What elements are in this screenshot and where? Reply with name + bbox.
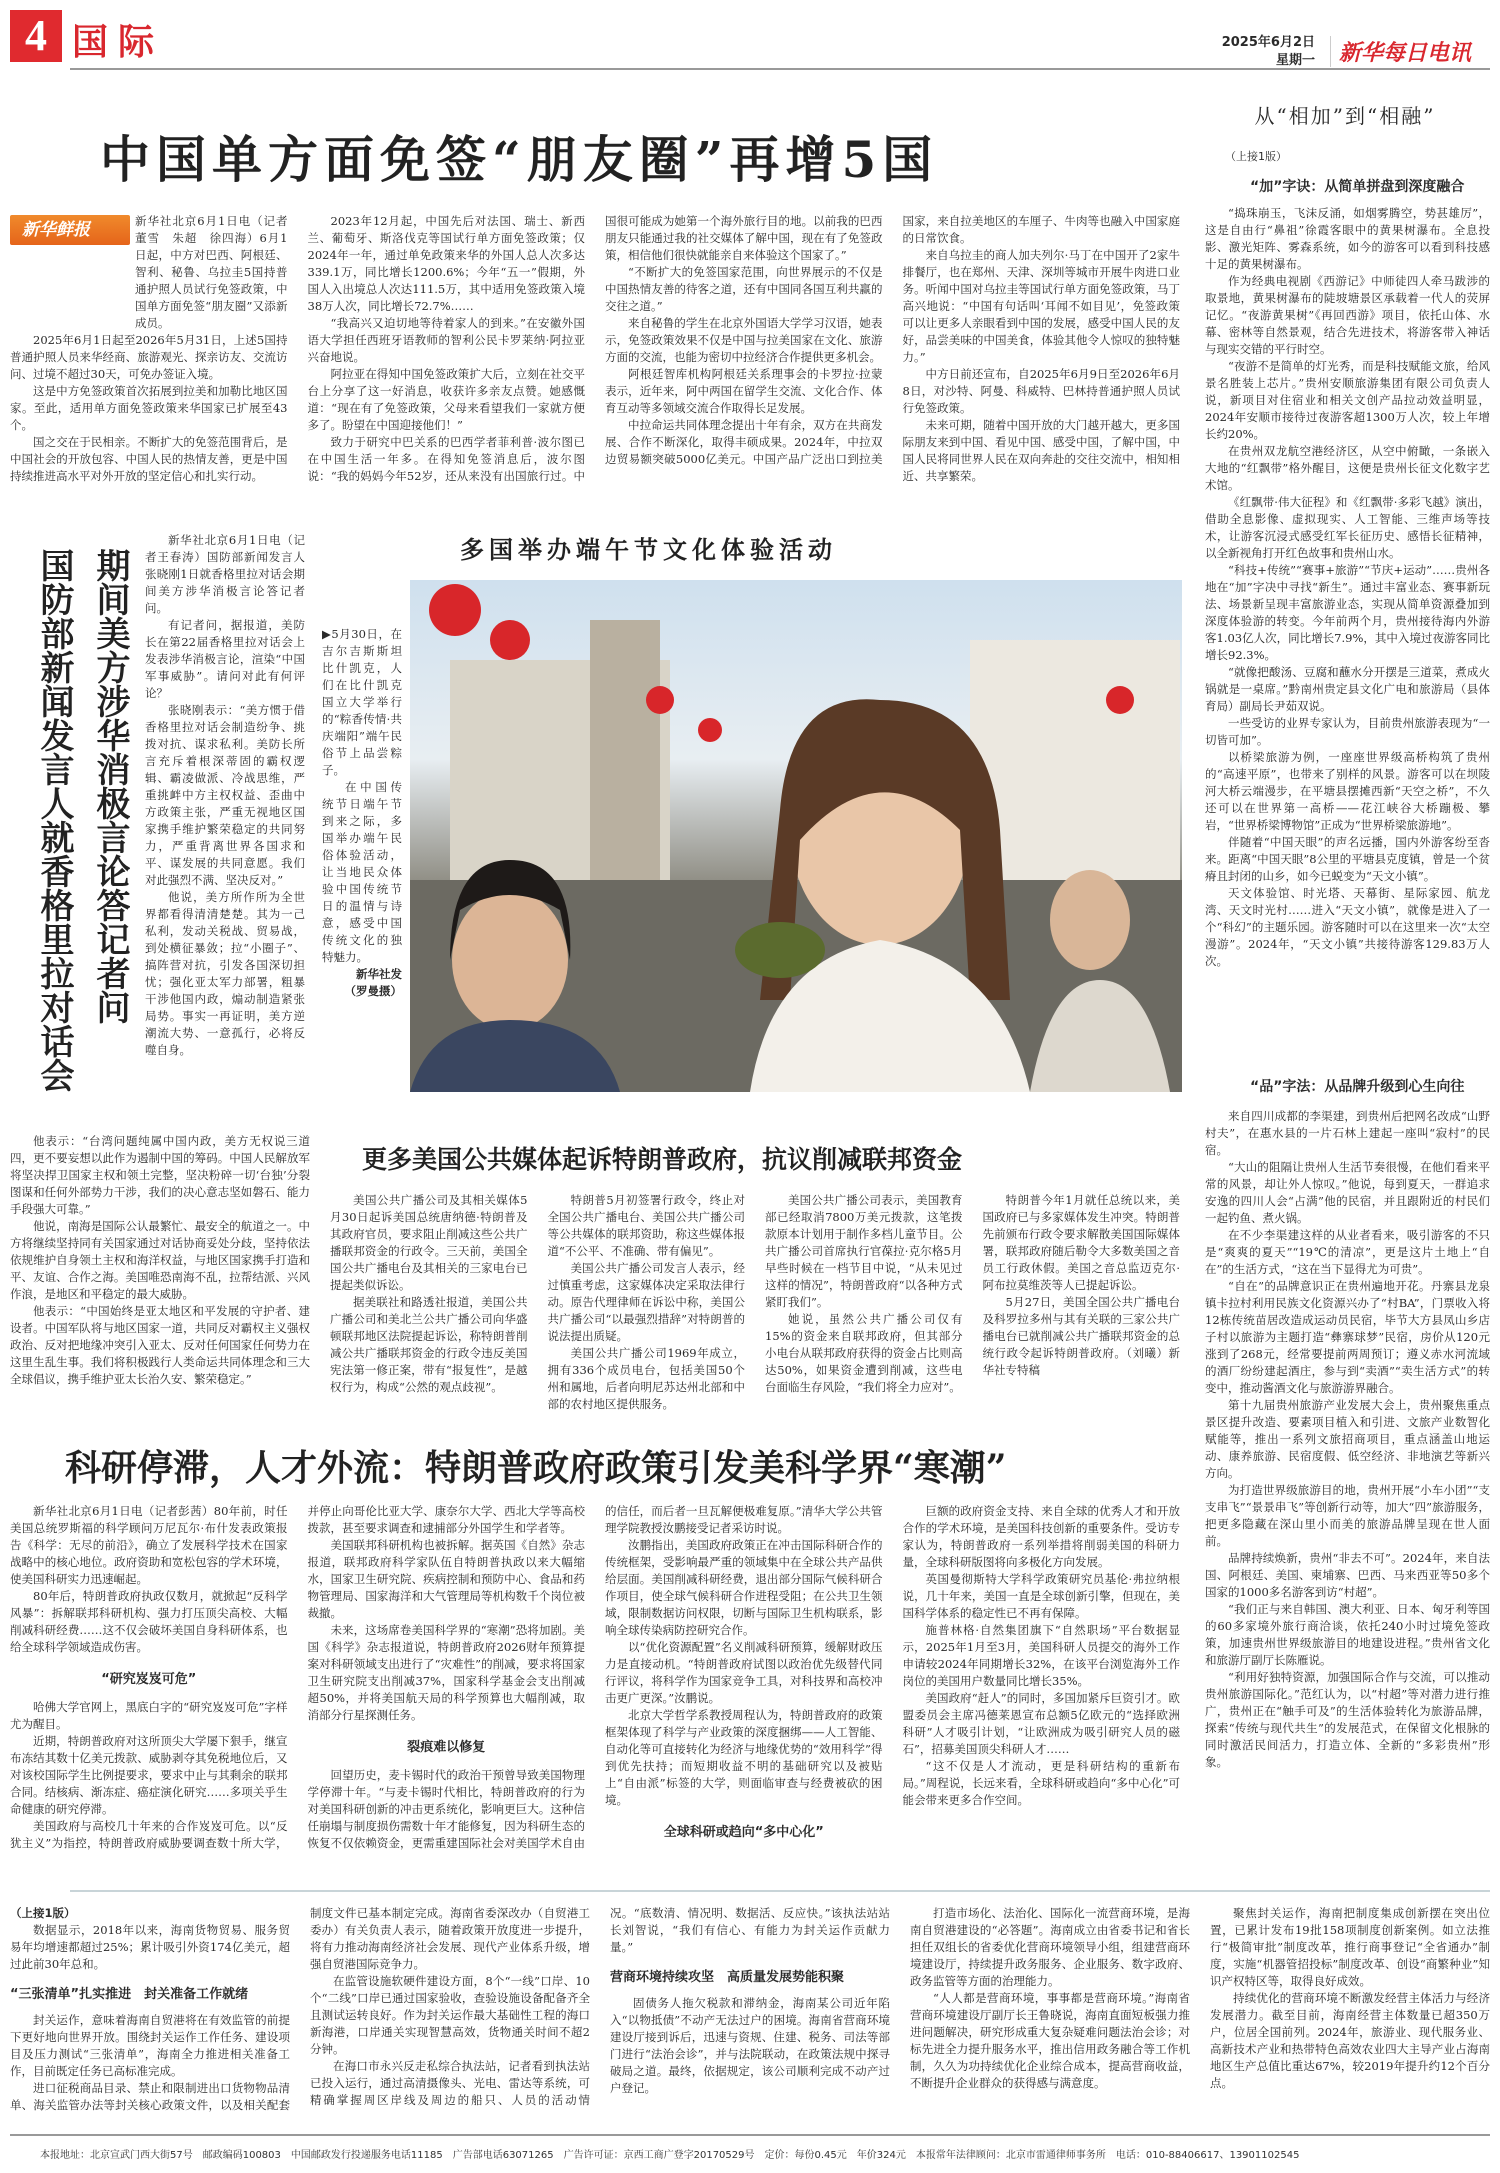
paragraph: 在海口市永兴反走私综合执法站，记者看到执法站已投入运行，通过高清摄像头、光电、雷达等系统，可精确掌握周区岸线及周边的船只、人员的活动情况。“底数清、情况明、数据活、反应快。”该执法站站长刘智说，“我们有信心、有能力为封关运作贡献力量。” <box>310 1906 890 2107</box>
paragraph: “就像把酸汤、豆腐和蘸水分开摆是三道菜，煮成火锅就是一桌席。”黔南州贵定县文化广电和旅游局（县体育局）副局长尹茹双说。 <box>1205 665 1490 713</box>
guizhou-subhead-1: “加”字诀：从简单拼盘到深度融合 <box>1250 179 1465 195</box>
science-story-headline: 科研停滞，人才外流：特朗普政府政策引发美科学界“寒潮” <box>65 1447 1007 1489</box>
paragraph: 在监管设施软硬件建设方面，8个“一线”口岸、10个“二线”口岸已通过国家验收，查验设施设备配备齐全且测试运转良好。作为封关运作最大基础性工程的海口新海港，口岸通关实现智慧高效，货物通关时间不超2分钟。 <box>310 1974 590 2056</box>
lantern-icon <box>429 584 481 636</box>
paragraph: 以桥梁旅游为例，一座座世界级高桥构筑了贵州的“高速平原”，也带来了别样的风景。游客可以在坝陵河大桥云端漫步，在平塘县摆摊西新“天空之桥”，不久还可以在世界第一高桥——花江峡谷大桥蹦极、攀岩，“世界桥梁博物馆”正成为“世界桥梁旅游地”。 <box>1205 750 1490 832</box>
continued-label: （上接1版） <box>10 1906 76 1920</box>
paragraph: 她说，虽然公共广播公司仅有15%的资金来自联邦政府，但其部分小电台从联邦政府获得的资金占比则高达50%，如果资金遭到削减，这些电台面临生存风险，“我们将全力应对”。 <box>765 1312 963 1394</box>
zongzi <box>735 922 825 978</box>
paragraph: 80年后，特朗普政府执政仅数月，就掀起“反科学风暴”：拆解联邦科研机构、强力打压顶尖高校、大幅削减科研经费……这不仅会破坏美国自身科研体系，也给全球科学领域造成伤害。 <box>10 1589 288 1654</box>
paragraph: “大山的阻隔让贵州人生活节奏很慢，在他们看来平常的风景，却让外人惊叹。”他说，每到夏天，一群追求安逸的四川人会“占满”他的民宿，并且跟附近的村民们一起钓鱼、煮火锅。 <box>1205 1160 1490 1225</box>
science-story-body <box>10 1503 1180 1878</box>
guizhou-body-1 <box>1205 205 1490 1055</box>
paragraph: 美国联邦科研机构也被拆解。据英国《自然》杂志报道，联邦政府科学家队伍自特朗普执政以来大幅缩水，国家卫生研究院、疾病控制和预防中心、食品和药物管理局、国家海洋和大气管理局等机构数千个岗位被裁撤。 <box>307 1538 585 1620</box>
subhead: 裂痕难以修复 <box>407 1740 486 1755</box>
paragraph: 天文体验馆、时光塔、天幕街、星际家园、航龙湾、天文时光村……进入“天文小镇”，就像是进入了一个“科幻”的主题乐园。游客随时可以在这里来一次“太空漫游”。2024年，“天文小镇”共接待游客129.83万人次。 <box>1205 886 1490 968</box>
paragraph: 阿根廷智库机构阿根廷关系理事会的卡罗拉·拉蒙表示，近年来，阿中两国在留学生交流、文化合作、体育互动等多领域交流合作取得长足发展。 <box>605 367 883 415</box>
paragraph: 第十九届贵州旅游产业发展大会上，贵州聚焦重点景区提升改造、要素项目植入和引进、文旅产业数智化赋能等，推出一系列文旅招商项目，重点涵盖山地运动、康养旅游、民宿度假、低空经济、非地演艺等新兴方向。 <box>1205 1398 1490 1480</box>
paragraph: 哈佛大学官网上，黑底白字的“研究岌岌可危”字样尤为醒目。 <box>10 1700 288 1731</box>
paragraph: 特朗普5月初签署行政令，终止对全国公共广播电台、美国公共广播公司等公共媒体的联邦资助，称这些媒体报道“不公平、不准确、带有偏见”。 <box>547 1193 745 1258</box>
paragraph: 巨额的政府资金支持、来自全球的优秀人才和开放合作的学术环境，是美国科技创新的重要条件。受访专家认为，特朗普政府一系列举措将削弱美国的科研力量，全球科研版图将向多极化方向发展。 <box>902 1504 1180 1569</box>
paragraph: 来自乌拉圭的商人加夫列尔·马丁在中国开了2家牛排餐厅，也在郑州、天津、深圳等城市开展牛肉进口业务。听闻中国对乌拉圭等国试行单方面免签政策，马丁高兴地说：“中国有句话叫‘耳闻不如目见’，免签政策可以让更多人亲眼看到中国的发展，感受中国人民的友好，品尝美味的中国美食，体验其他令人惊叹的独特魅力。” <box>902 248 1180 364</box>
paragraph: “捣珠崩玉，飞沫反涌，如烟雾腾空，势甚雄厉”，这是自由行“鼻祖”徐霞客眼中的黄果树瀑布。全息投影、激光矩阵、雾森系统，如今的游客可以看到科技感十足的黄果树瀑布。 <box>1205 206 1490 271</box>
guizhou-body-2 <box>1205 1108 1490 1880</box>
paragraph: 聚焦封关运作，海南把制度集成创新摆在突出位置，已累计发布19批158项制度创新案例。如立法推行“极简审批”制度改革，推行商事登记“全省通办”制度，实施“机器管招投标”制度改革、创设“商繁种业”知识产权特区等，取得良好成效。 <box>1210 1906 1490 1988</box>
paragraph: 他表示：“台湾问题纯属中国内政，美方无权说三道四，更不要妄想以此作为遏制中国的筹码。中国人民解放军将坚决捍卫国家主权和领土完整，坚决粉碎一切‘台独’分裂图谋和任何外部势力干涉，我们的决心意志坚如磐石、能力手段强大可靠。” <box>10 1134 310 1216</box>
hainan-story-body <box>10 1905 1490 2130</box>
top-story-body <box>10 213 1180 513</box>
girl-face <box>452 890 568 1030</box>
defense-body-b <box>10 1133 310 1413</box>
paragraph: 美国政府“赶人”的同时，多国加紧斥巨资引才。欧盟委员会主席冯德莱恩宣布总额5亿欧元的“选择欧洲科研”人才吸引计划，“让欧洲成为吸引研究人员的磁石”，招募美国顶尖科研人才…… <box>902 1691 1180 1756</box>
paragraph: 回望历史，麦卡锡时代的政治干预曾导致美国物理学停滞十年。“与麦卡锡时代相比，特朗普政府的行为对美国科研创新的冲击更系统化，影响更巨大。这种信任崩塌与制度损伤需数十年才能修复，因为科研生态的恢复不仅依赖资金，更需重建国际社会对美国学术自由的信任，而后者一旦瓦解便极难复原。”清华大学公共管理学院教授汝鹏接受记者采访时说。 <box>307 1504 883 1850</box>
paragraph: “科技+传统”“赛事+旅游”“节庆+运动”……贵州各地在“加”字决中寻找“新生”。通过丰富业态、赛事新玩法、场景新呈现丰富旅游业态，实现从简单资源叠加到深度体验游的转变。今年前两个月，贵州接待海内外游客1.03亿人次，同比增长7.9%，其中入境过夜游客同比增长92.3%。 <box>1205 563 1490 662</box>
paragraph: 他说，南海是国际公认最繁忙、最安全的航道之一。中方将继续坚持同有关国家通过对话协商妥处分歧，坚持依法依规维护自身领土主权和海洋权益，与地区国家携手打造和平、友谊、合作之海。美国唯恐南海不乱，拉帮结派、兴风作浪，是地区和平稳定的最大威胁。 <box>10 1219 310 1301</box>
lantern-icon <box>1106 686 1134 714</box>
paragraph: “自在”的品牌意识正在贵州遍地开花。丹寨县龙泉镇卡拉村利用民族文化资源兴办了“村BA”，门票收入将12栋传统苗居改造成运动员民宿，毕节大方县凤山乡店子村以旅游为主题打造“彝寨球梦”民宿，房价从120元涨到了268元，经常要提前两周预订；遵义赤水河流域的酒厂纷纷建起酒庄，参与到“卖酒”“卖生活方式”的转变中，推动酱酒文化与旅游游界融合。 <box>1205 1279 1490 1395</box>
paragraph: 品牌持续焕新，贵州“非去不可”。2024年，来自法国、阿根廷、美国、柬埔寨、巴西、马来西亚等50多个国家的1000多名游客到访“村超”。 <box>1205 1551 1490 1599</box>
paragraph: 新华社北京6月1日电（记者董雪 朱超 徐四海）6月1日起，中方对巴西、阿根廷、智利、秘鲁、乌拉圭5国持普通护照人员试行免签政策，中国单方面免签“朋友圈”又添新成员。 <box>135 214 288 330</box>
paragraph: “这不仅是人才流动，更是科研结构的重新布局。”周程说，长远来看，全球科研或趋向“多中心化”可能会带来更多合作空间。 <box>902 1759 1180 1807</box>
paragraph: 近期，特朗普政府对这所顶尖大学屡下狠手，继宣布冻结其数十亿美元拨款、威胁剥夺其免税地位后，又对该校国际学生比例提要求，要求中止与其剩余的联邦合同。结核病、渐冻症、癌症演化研究……多项关乎生命健康的研究停滞。 <box>10 1734 288 1816</box>
paragraph: 北京大学哲学系教授周程认为，特朗普政府的政策框架体现了科学与产业政策的深度捆绑——人工智能、自动化等可直接转化为经济与地缘优势的“效用科学”得到优先扶持；而短期收益不明的基础研究以及被贴上“自由派”标签的大学，则面临审查与经费被砍的困境。 <box>605 1708 883 1807</box>
lantern-icon <box>490 620 530 660</box>
paragraph: 5月27日，美国全国公共广播电台及科罗拉多州与其有关联的三家公共广播电台已就削减公共广播联邦资金的总统行政令起诉特朗普政府。（刘曦）新华社专特稿 <box>982 1295 1180 1377</box>
paragraph: 封关运作，意味着海南自贸港将在有效监管的前提下更好地向世界开放。围绕封关运作工作任务、建设项目及压力测试“三张清单”，海南全力推进相关准备工作，目前既定任务已高标准完成。 <box>10 2013 290 2078</box>
photo-caption <box>322 626 402 1000</box>
date-text: 2025年6月2日 <box>1221 35 1315 50</box>
lantern-icon <box>698 718 722 742</box>
paragraph: 中方日前还宣布，自2025年6月9日至2026年6月8日，对沙特、阿曼、科威特、巴林持普通护照人员试行免签政策。 <box>902 367 1180 415</box>
paragraph: 来自秘鲁的学生在北京外国语大学学习汉语，她表示，免签政策效果不仅是中国与拉美国家在文化、旅游方面的交流，也能为密切中拉经济合作提供更多机会。 <box>605 316 883 364</box>
paragraph: 美国公共广播公司发言人表示，经过慎重考虑，这家媒体决定采取法律行动。原告代理律师在诉讼中称，美国公共广播公司“以最强烈措辞”对特朗普的说法提出质疑。 <box>547 1261 745 1343</box>
defense-body-a <box>145 532 305 1130</box>
subhead: “三张清单”扎实推进 封关准备工作就绪 <box>10 1987 249 2002</box>
paragraph: “不断扩大的免签国家范围，向世界展示的不仅是中国热情友善的待客之道，还有中国同各国互利共赢的交往之道。” <box>605 265 883 313</box>
caption-text: ▶5月30日，在吉尔吉斯斯坦比什凯克，人们在比什凯克国立大学举行的“粽香传情·共庆端阳”端午民俗节上品尝粽子。 <box>322 627 402 777</box>
defense-headline-line2: 期间美方涉华消极言论答记者问 <box>90 548 130 1024</box>
paragraph: 为打造世界级旅游目的地，贵州开展“小车小团”“支支串飞”“景景串飞”等创新行动等，加大“四”旅游服务，把更多隐藏在深山里小而美的旅游品牌呈现在世人面前。 <box>1205 1483 1490 1548</box>
paragraph: 一些受访的业界专家认为，目前贵州旅游表现为“一切皆可加”。 <box>1205 716 1490 747</box>
paragraph: “人人都是营商环境，事事都是营商环境。”海南省营商环境建设厅副厅长王鲁晓说，海南直面短板强力推进问题解决，研究形成重大复杂疑难问题法治会诊；对标先进全力提升服务水平，推出信用政务融合等工作机制，久久为功持续优化企业综合成本，提高营商收益，不断提升企业群众的获得感与满意度。 <box>910 1991 1190 2090</box>
paragraph: 汝鹏指出，美国政府政策正在冲击国际科研合作的传统框架，受影响最严重的领域集中在全球公共产品供给层面。美国削减科研经费，退出部分国际气候科研合作项目，使全球气候科研合作进程受阻；在公共卫生领域，限制数据访问权限，切断与国际卫生机构联系，影响全球传染病防控研究合作。 <box>605 1538 883 1637</box>
lantern-icon <box>646 686 674 714</box>
paragraph: 他表示：“中国始终是亚太地区和平发展的守护者、建设者。中国军队将与地区国家一道，共同反对霸权主义强权政治、反对把地缘冲突引入亚太、反对任何国家任何势力在这里生乱生事。我们将积极践行人类命运共同体理念和三大全球倡议，携手维护亚太长治久安、繁荣稳定。” <box>10 1304 310 1386</box>
paragraph: “我们正与来自韩国、澳大利亚、日本、匈牙利等国的60多家境外旅行商洽谈，依托240小时过境免签政策，加速贵州世界级旅游目的地建设进程。”贵州省文化和旅游厅副厅长陈雁说。 <box>1205 1602 1490 1667</box>
page-number: 4 <box>10 10 62 62</box>
subhead: 全球科研或趋向“多中心化” <box>663 1825 824 1840</box>
footer-imprint: 本报地址：北京宣武门西大街57号 邮政编码100803 中国邮政发行投递服务电话11185 广告部电话63071265 广告许可证：京西工商广登字20170529号 定价：每份0.45元 年价324元 本报常年法律顾问：北京市雷通律师事务所 电话：010-88406617、13901102545 <box>40 2150 1300 2161</box>
paragraph: 持续优化的营商环境不断激发经营主体活力与经济发展潜力。截至目前，海南经营主体数量已超350万户，位居全国前列。2024年，旅游业、现代服务业、高新技术产业和热带特色高效农业四大主导产业占海南地区生产总值比重达67%，较2019年提升约12个百分点。 <box>1210 1991 1490 2090</box>
paragraph: 进口征税商品目录、禁止和限制进出口货物物品清单、海关监管办法等封关核心政策文件，以及相关配套制度文件已基本制定完成。海南省委深改办（自贸港工委办）有关负责人表示，随着政策开放度进一步提升，将有力推动海南经济社会发展、现代产业体系升级，增强自贸港国际竞争力。 <box>10 1906 590 2112</box>
festival-photo <box>410 580 1182 1092</box>
weekday-text: 星期一 <box>1275 53 1315 68</box>
building-right <box>970 640 1180 880</box>
subhead: 营商环境持续攻坚 高质量发展势能积聚 <box>610 1970 845 1985</box>
paragraph: 他说，美方所作所为全世界都看得清清楚楚。其为一己私利，发动关税战、贸易战，到处横征暴敛；拉“小圈子”、搞阵营对抗，引发各国深切担忧；强化亚太军力部署，粗暴干涉他国内政，煽动制造紧张局势。事实一再证明，美方逆潮流大势、一意孤行，必将反噬自身。 <box>145 890 305 1057</box>
paragraph: 这是中方免签政策首次拓展到拉美和加勒比地区国家。至此，适用单方面免签政策来华国家已扩展至43个。 <box>10 384 288 432</box>
photo-illustration <box>410 580 1182 1092</box>
paragraph: 致力于研究中巴关系的巴西学者菲利普·波尔图已在中国生活一年多。在得知免签消息后，波尔图说：“我的妈妈今年52岁，还从来没有出国旅行过。中国很可能成为她第一个海外旅行目的地。以前我的巴西朋友只能通过我的社交媒体了解中国，现在有了免签政策，相信他们很快就能亲自来体验这个国家了。” <box>307 214 883 483</box>
paragraph: 特朗普今年1月就任总统以来，美国政府已与多家媒体发生冲突。特朗普先前颁布行政令要求解散美国国际媒体署，联邦政府随后勒令大多数美国之音员工行政休假。美国之音总监迈克尔·阿布拉莫维茨等人已提起诉讼。 <box>982 1193 1180 1292</box>
paragraph: 国之交在于民相亲。不断扩大的免签范围背后，是中国社会的开放包容、中国人民的热情友善，更是中国持续推进高水平对外开放的坚定信心和扎实行动。 <box>10 435 288 483</box>
paragraph: 打造市场化、法治化、国际化一流营商环境，是海南自贸港建设的“必答题”。海南成立由省委书记和省长担任双组长的省委优化营商环境领导小组，组建营商环境建设厅，持续提升政务服务、企业服务、数字政府、政务监管等方面的治理能力。 <box>910 1906 1190 1988</box>
paragraph: 有记者问，据报道，美防长在第22届香格里拉对话会上发表涉华消极言论，渲染“中国军事威胁”。请问对此有何评论？ <box>145 618 305 700</box>
subhead: “研究岌岌可危” <box>101 1672 197 1687</box>
section-title: 国际 <box>72 21 165 63</box>
media-story-body <box>330 1192 1180 1414</box>
paragraph: “利用好独特资源，加强国际合作与交流，可以推动贵州旅游国际化。”范红认为，以“村超”等对潜力进行推广，贵州正在“触手可及”的生活体验转化为旅游品牌，探索“传统与现代共生”的发展范式，在保留文化根脉的同时激活民间活力，打造立体、全新的“多彩贵州”形象。 <box>1205 1670 1490 1769</box>
paragraph: 美国公共广播公司1969年成立，拥有336个成员电台，包括美国50个州和属地，后者向明尼苏达州北部和中部的农村地区提供服务。 <box>547 1346 745 1411</box>
paragraph: 新华社北京6月1日电（记者彭茜）80年前，时任美国总统罗斯福的科学顾问万尼瓦尔·布什发表政策报告《科学：无尽的前沿》，确立了发展科学技术在国家战略中的核心地位。政府资助和宽松包容的学术环境，使美国科研实力迅速崛起。 <box>10 1504 288 1586</box>
paragraph: 未来可期，随着中国开放的大门越开越大，更多国际朋友来到中国、看见中国、感受中国，了解中国，中国人民将同世界人民在双向奔赴的交往交流中，相知相近、共享繁荣。 <box>902 418 1180 483</box>
paragraph: 在贵州双龙航空港经济区，从空中俯瞰，一条嵌入大地的“红飘带”格外醒目，这便是贵州长征文化数字艺术馆。 <box>1205 444 1490 492</box>
paragraph: 固债务人拖欠税款和滞纳金，海南某公司近年陷入“以物抵债”不动产无法过户的困境。海南省营商环境建设厅接到诉后，迅速与资规、住建、税务、司法等部门进行“法治会诊”，并与法院联动，在政策法规中探寻破局之道。最终，依据规定，该公司顺利完成不动产过户登记。 <box>610 1996 890 2095</box>
paragraph: 新华社北京6月1日电（记者王春涛）国防部新闻发言人张晓刚1日就香格里拉对话会期间美方涉华消极言论答记者问。 <box>145 533 305 615</box>
paper-logo: 新华每日电讯 <box>1330 36 1471 67</box>
paragraph: 美国公共广播公司表示，美国教育部已经取消7800万美元拨款，这笔拨款原本计划用于制作多档儿童节目。公共广播公司首席执行官葆拉·克尔格5月早些时候在一档节目中说，“从未见过这样的情况”，特朗普政府“以各种方式紧盯我们”。 <box>765 1193 963 1309</box>
continued-label: （上接1版） <box>1225 150 1287 163</box>
paragraph: 施普林格·自然集团旗下“自然职场”平台数据显示，2025年1月至3月，美国科研人员提交的海外工作申请较2024年同期增长32%，在该平台浏览海外工作岗位的美国用户数量同比增长35%。 <box>902 1623 1180 1688</box>
defense-headline-line1: 国防部新闻发言人就香格里拉对话会 <box>34 548 74 1092</box>
guizhou-kicker: 从“相加”到“相融” <box>1254 104 1436 128</box>
media-story-headline: 更多美国公共媒体起诉特朗普政府，抗议削减联邦资金 <box>362 1145 963 1174</box>
paragraph: 2025年6月1日起至2026年5月31日，上述5国持普通护照人员来华经商、旅游观光、探亲访友、交流访问、过境不超过30天，可免办签证入境。 <box>10 333 288 381</box>
photo-story-title: 多国举办端午节文化体验活动 <box>460 535 837 564</box>
paragraph: 阿拉亚在得知中国免签政策扩大后，立刻在社交平台上分享了这一好消息，收获许多亲友点赞。她感慨道：“现在有了免签政策，父母来看望我们一家就方便多了。盼望在中国迎接他们！” <box>307 367 585 432</box>
xinhua-badge: 新华鲜报 <box>10 215 130 245</box>
paragraph: 以“优化资源配置”名义削减科研预算，缓解财政压力是直接动机。“特朗普政府试图以政治优先级替代同行评议，将科学作为国家竞争工具，对科技界和高校冲击更广更深。”汝鹏说。 <box>605 1640 883 1705</box>
caption-text-2: 在中国传统节日端午节到来之际，多国举办端午民俗体验活动，让当地民众体验中国传统节日的温情与诗意，感受中国传统文化的独特魅力。 <box>322 780 402 964</box>
paragraph: 伴随着“中国天眼”的声名远播，国内外游客纷至沓来。距离“中国天眼”8公里的平塘县克度镇，曾是一个贫瘠且封闭的山乡，如今已蜕变为“天文小镇”。 <box>1205 835 1490 883</box>
issue-date <box>1205 34 1315 70</box>
paragraph: 中拉命运共同体理念提出十年有余，双方在共商发展、合作不断深化，取得丰硕成果。2024年，中拉双边贸易额突破5000亿美元。中国产品广泛出口到拉美国家，来自拉美地区的车厘子、牛肉等也融入中国家庭的日常饮食。 <box>605 214 1180 466</box>
photo-credit: 新华社发 <box>356 967 402 981</box>
paragraph: “夜游不是简单的灯光秀，而是科技赋能文旅，给风景名胜装上芯片。”贵州安顺旅游集团有限公司负责人说，新项目对住宿业和相关文创产品拉动效益明显，2024年安顺市接待过夜游客超1300万人次，较上年增长约20%。 <box>1205 359 1490 441</box>
footer-rule <box>10 2134 1490 2136</box>
photographer: （罗曼摄） <box>344 984 402 998</box>
paragraph: 2023年12月起，中国先后对法国、瑞士、新西兰、葡萄牙、斯洛伐克等国试行单方面免签政策；仅2024年一年，通过单免政策来华的外国人总人次多达339.1万，同比增长1200.6%；今年“五一”假期，外国人入出境总人次达111.5万，其中适用免签政策入境38万人次，同比增长72.7%…… <box>307 214 585 313</box>
paragraph: 英国曼彻斯特大学科学政策研究员基伦·弗拉纳根说，几十年来，美国一直是全球创新引擎，但现在，美国科学体系的稳定性已不再有保障。 <box>902 1572 1180 1620</box>
paragraph: 来自四川成都的李渠建，到贵州后把网名改成“山野村夫”，在惠水县的一片石林上建起一座叫“寂村”的民宿。 <box>1205 1109 1490 1157</box>
paragraph: “我高兴又迫切地等待着家人的到来。”在安徽外国语大学担任西班牙语教师的智利公民卡罗莱纳·阿拉亚兴奋地说。 <box>307 316 585 364</box>
paragraph: 据美联社和路透社报道，美国公共广播公司和美北兰公共广播公司向华盛顿联邦地区法院提起诉讼，称特朗普削减公共广播联邦资金的行政令违反美国宪法第一修正案，带有“报复性”，是越权行为，构成“公然的观点歧视”。 <box>330 1295 528 1394</box>
paragraph: 作为经典电视剧《西游记》中师徒四人牵马跋涉的取景地，黄果树瀑布的陡坡塘景区承载着一代人的荧屏记忆。“夜游黄果树”《再回西游》项目，依托山体、水幕、密林等自然景观，结合先进技术，将游客带入神话与现实交错的平行时空。 <box>1205 274 1490 356</box>
tower <box>590 620 660 920</box>
bystander <box>1050 870 1130 970</box>
paragraph: 美国公共广播公司及其相关媒体5月30日起诉美国总统唐纳德·特朗普及其政府官员，要求阻止削减这些公共广播联邦资金的行政令。三天前，美国全国公共广播电台及其相关的三家电台已提起类似诉讼。 <box>330 1193 528 1292</box>
section-divider <box>70 1890 1490 1892</box>
guizhou-subhead-2: “品”字法：从品牌升级到心生向往 <box>1250 1079 1465 1095</box>
paragraph: 未来，这场席卷美国科学界的“寒潮”恐将加剧。美国《科学》杂志报道说，特朗普政府2026财年预算提案对科研领域支出进行了“灾难性”的削减，要求将国家卫生研究院支出削减37%，国家科学基金会支出削减超50%，并将美国航天局的科学预算也大幅削减，取消部分行星探测任务。 <box>307 1623 585 1722</box>
paragraph: 在不少李渠建这样的从业者看来，吸引游客的不只是“爽爽的夏天”“19℃的清凉”，更是这片土地上“自在”的生活方式，“这在当下显得尤为可贵”。 <box>1205 1228 1490 1276</box>
paragraph: 张晓刚表示：“美方惯于借香格里拉对话会制造纷争、挑拨对抗、谋求私利。美防长所言充斥着根深蒂固的霸权逻辑、霸凌做派、冷战思维，严重挑衅中方主权权益、歪曲中方政策主张，严重无视地区国家携手维护繁荣稳定的共同努力，严重背离世界各国求和平、谋发展的共同意愿。我们对此强烈不满、坚决反对。” <box>145 703 305 887</box>
paragraph: 数据显示，2018年以来，海南货物贸易、服务贸易年均增速都超过25%；累计吸引外资174亿美元，超过此前30年总和。 <box>10 1923 290 1971</box>
top-story-headline: 中国单方面免签“朋友圈”再增5国 <box>100 130 939 189</box>
paragraph: 《红飘带·伟大征程》和《红飘带·多彩飞越》演出，借助全息影像、虚拟现实、人工智能、三维声场等技术，让游客沉浸式感受红军长征历史、感悟长征精神，以全新视角打开红色故事和贵州山水。 <box>1205 495 1490 560</box>
paragraph: 美国政府与高校几十年来的合作岌岌可危。以“反犹主义”为指控，特朗普政府威胁要调查数十所大学，并停止向哥伦比亚大学、康奈尔大学、西北大学等高校拨款，甚至要求调查和逮捕部分外国学生和学者等。 <box>10 1504 585 1850</box>
